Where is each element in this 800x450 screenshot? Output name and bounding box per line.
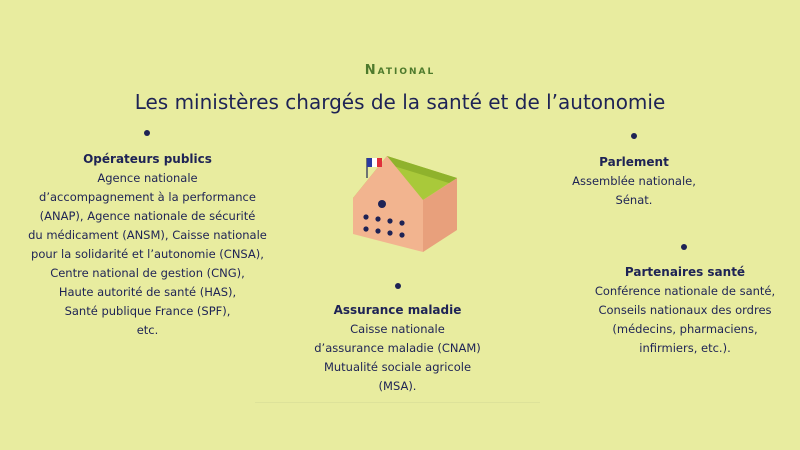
block-line: Caisse nationale: [350, 322, 445, 336]
block-line: Sénat.: [615, 193, 653, 207]
block-line: infirmiers, etc.).: [639, 341, 731, 355]
block-line: Conseils nationaux des ordres: [598, 303, 772, 317]
block-line: (médecins, pharmaciens,: [612, 322, 758, 336]
block-heading: Partenaires santé: [624, 265, 746, 279]
block-line: Agence nationale: [97, 171, 198, 185]
block-line: Haute autorité de santé (HAS),: [58, 285, 237, 299]
block-line: Santé publique France (SPF),: [64, 304, 231, 318]
block-heading: Parlement: [599, 155, 669, 169]
block-line: (ANAP), Agence nationale de sécurité: [39, 209, 256, 223]
block-line: (MSA).: [378, 379, 417, 393]
block-parlement: [544, 153, 724, 210]
block-operateurs-publics: [20, 150, 275, 340]
page-title: Les ministères chargés de la santé et de l’autonomie: [134, 90, 666, 114]
block-line: d’assurance maladie (CNAM): [314, 341, 481, 355]
block-line: Assemblée nationale,: [572, 174, 696, 188]
bullet-dot-assurance: [395, 283, 401, 289]
block-assurance-maladie: [290, 301, 505, 396]
block-line: Mutualité sociale agricole: [323, 360, 472, 374]
bullet-dot-operateurs: [144, 130, 150, 136]
block-line: etc.: [136, 323, 159, 337]
ministry-building-icon: [345, 150, 460, 260]
block-line: d’accompagnement à la performance: [39, 190, 256, 204]
block-heading: Opérateurs publics: [83, 152, 212, 166]
bullet-dot-parlement: [631, 133, 637, 139]
block-line: Centre national de gestion (CNG),: [50, 266, 245, 280]
block-line: Conférence nationale de santé,: [594, 284, 776, 298]
block-partenaires-sante: [580, 263, 790, 358]
divider: [255, 402, 540, 403]
block-heading: Assurance maladie: [333, 303, 462, 317]
block-line: pour la solidarité et l’autonomie (CNSA),: [31, 247, 264, 261]
section-label: National: [364, 63, 436, 78]
block-line: du médicament (ANSM), Caisse nationale: [28, 228, 267, 242]
bullet-dot-partenaires: [681, 244, 687, 250]
